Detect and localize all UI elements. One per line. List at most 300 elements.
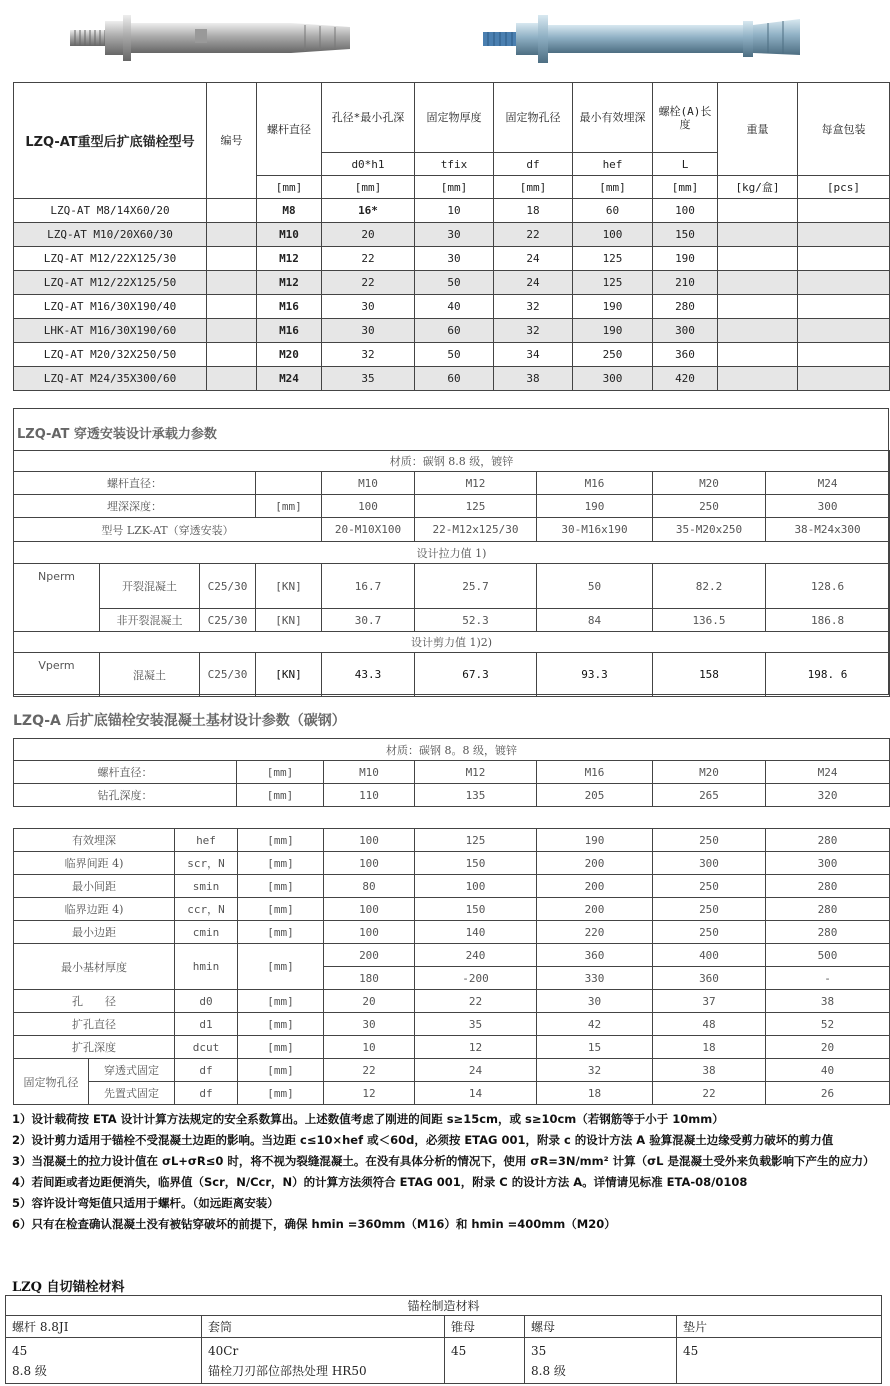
hef-cell: 190 xyxy=(573,319,653,343)
table-row xyxy=(14,271,890,295)
df-cell: 22 xyxy=(494,223,573,247)
drill-cell: 320 xyxy=(766,784,890,807)
load-capacity-title: LZQ-AT 穿透安装设计承载力参数 xyxy=(17,427,217,442)
value-cell: 125 xyxy=(415,829,537,852)
table-row xyxy=(14,898,890,921)
embed-cell: 190 xyxy=(537,495,653,518)
unit-cell: [mm] xyxy=(237,784,324,807)
material-value: 8.8 级 xyxy=(531,1364,566,1378)
table-row xyxy=(14,223,890,247)
anchor-bolt-image-right xyxy=(478,5,808,73)
pack-cell xyxy=(798,295,890,319)
embed-cell: 300 xyxy=(766,495,890,518)
sym-fix: tfix xyxy=(415,153,494,176)
model-label: 型号 LZK-AT（穿透安装） xyxy=(14,518,322,542)
value-cell: 500 xyxy=(766,944,890,967)
unit-bolt: [mm] xyxy=(257,176,322,199)
col-length: 螺栓(A)长度 xyxy=(653,83,718,153)
param-label: 孔 径 xyxy=(14,990,175,1013)
material-note: 材质：碳钢 8。8 级，镀锌 xyxy=(14,739,890,761)
hef-cell: 100 xyxy=(573,223,653,247)
value-cell: 48 xyxy=(653,1013,766,1036)
value-cell: 300 xyxy=(653,852,766,875)
length-cell: 280 xyxy=(653,295,718,319)
value-cell: 140 xyxy=(415,921,537,944)
anchor-bolt-image-left xyxy=(65,5,365,73)
df-cell: 32 xyxy=(494,319,573,343)
unit-cell: [mm] xyxy=(238,898,324,921)
value-cell: 43.3 xyxy=(322,653,415,697)
value-cell: 250 xyxy=(653,921,766,944)
anchor-model-table xyxy=(13,82,890,391)
bolt-cell: M10 xyxy=(322,472,415,495)
table-row xyxy=(14,319,890,343)
weight-cell xyxy=(718,223,798,247)
material-value: 45 xyxy=(12,1344,28,1358)
vperm-label: Vperm xyxy=(14,653,100,697)
value-cell: 250 xyxy=(653,898,766,921)
value-cell: 240 xyxy=(415,944,537,967)
unit-cell: [mm] xyxy=(238,1082,324,1105)
value-cell: 93.3 xyxy=(537,653,653,697)
table-row xyxy=(14,944,890,967)
df-cell: 34 xyxy=(494,343,573,367)
unit-pack: [pcs] xyxy=(798,176,890,199)
hole-cell: 16* xyxy=(322,199,415,223)
table-row xyxy=(14,829,890,852)
value-cell: 12 xyxy=(415,1036,537,1059)
model-cell: LZQ-AT M12/22X125/50 xyxy=(14,271,207,295)
value-cell: 38 xyxy=(653,1059,766,1082)
weight-cell xyxy=(718,247,798,271)
model-cell: LZQ-AT M8/14X60/20 xyxy=(14,199,207,223)
param-symbol: ccr，N xyxy=(175,898,238,921)
note-4: 4）若间距或者边距便消失，临界值（Scr，N/Ccr，N）的计算方法须符合 ETAG 001，附录 C 的设计方法 A。详情请见标准 ETA-08/0108 xyxy=(12,1175,748,1189)
fix-cell: 30 xyxy=(415,247,494,271)
value-cell: 35 xyxy=(415,1013,537,1036)
code-cell xyxy=(207,223,257,247)
fix-cell: 60 xyxy=(415,367,494,391)
table-row xyxy=(14,1082,890,1105)
pack-cell xyxy=(798,247,890,271)
shear-title: 设计剪力值 1)2) xyxy=(14,632,890,653)
col-bolt-diameter: 螺杆直径 xyxy=(257,83,322,176)
code-cell xyxy=(207,271,257,295)
value-cell: 300 xyxy=(766,852,890,875)
value-cell: 100 xyxy=(324,829,415,852)
hole-cell: 30 xyxy=(322,295,415,319)
hef-cell: 125 xyxy=(573,247,653,271)
col-min-embed: 最小有效埋深 xyxy=(573,83,653,153)
unit-embed: [mm] xyxy=(573,176,653,199)
col-fix-hole: 固定物孔径 xyxy=(494,83,573,153)
code-cell xyxy=(207,295,257,319)
model-cell: LZQ-AT M20/32X250/50 xyxy=(14,343,207,367)
value-cell: 22 xyxy=(653,1082,766,1105)
model-cell: 30-M16x190 xyxy=(537,518,653,542)
materials-table xyxy=(5,1295,882,1384)
df-cell: 32 xyxy=(494,295,573,319)
table-row xyxy=(14,1013,890,1036)
sym-fixhole: df xyxy=(494,153,573,176)
model-cell: LZQ-AT M16/30X190/40 xyxy=(14,295,207,319)
unit-hole: [mm] xyxy=(322,176,415,199)
value-cell: 18 xyxy=(537,1082,653,1105)
value-cell: - xyxy=(766,967,890,990)
length-cell: 150 xyxy=(653,223,718,247)
unit-length: [mm] xyxy=(653,176,718,199)
hole-cell: 30 xyxy=(322,319,415,343)
param-symbol: df xyxy=(175,1082,238,1105)
code-cell xyxy=(207,247,257,271)
unit-cell: [mm] xyxy=(238,1059,324,1082)
embed-cell: 125 xyxy=(415,495,537,518)
cracked-label: 开裂混凝土 xyxy=(100,564,200,609)
value-cell: -200 xyxy=(415,967,537,990)
drill-cell: 110 xyxy=(324,784,415,807)
sym-length: L xyxy=(653,153,718,176)
note-1: 1）设计载荷按 ETA 设计计算方法规定的安全系数算出。上述数值考虑了刚进的间距 s≥15cm，或 s≥10cm（若钢筋等于小于 10mm） xyxy=(12,1112,724,1126)
length-cell: 420 xyxy=(653,367,718,391)
value-cell: 20 xyxy=(766,1036,890,1059)
bolt-cell: M24 xyxy=(766,472,890,495)
weight-cell xyxy=(718,295,798,319)
param-symbol: smin xyxy=(175,875,238,898)
code-cell xyxy=(207,199,257,223)
bolt-cell: M12 xyxy=(415,472,537,495)
value-cell: 30.7 xyxy=(322,609,415,632)
value-cell: 42 xyxy=(537,1013,653,1036)
hole-cell: 32 xyxy=(322,343,415,367)
table-row xyxy=(14,852,890,875)
param-label: 固定物孔径 xyxy=(14,1059,89,1105)
hef-cell: 250 xyxy=(573,343,653,367)
material-col: 套筒 xyxy=(202,1316,445,1338)
material-cell xyxy=(6,1338,202,1384)
concrete-label: 混凝土 xyxy=(100,653,200,697)
df-cell: 24 xyxy=(494,247,573,271)
bolt-diameter-label: 螺杆直径： xyxy=(14,761,237,784)
param-label: 最小间距 xyxy=(14,875,175,898)
param-symbol: scr，N xyxy=(175,852,238,875)
drill-cell: 265 xyxy=(653,784,766,807)
value-cell: 250 xyxy=(653,875,766,898)
param-symbol: d1 xyxy=(175,1013,238,1036)
value-cell: 30 xyxy=(324,1013,415,1036)
unit-cell: [KN] xyxy=(256,609,322,632)
nperm-label: Nperm xyxy=(14,564,100,632)
value-cell: 400 xyxy=(653,944,766,967)
value-cell: 67.3 xyxy=(415,653,537,697)
bolt-cell: M16 xyxy=(257,295,322,319)
value-cell: 190 xyxy=(537,829,653,852)
length-cell: 190 xyxy=(653,247,718,271)
value-cell: 220 xyxy=(537,921,653,944)
material-col: 螺母 xyxy=(525,1316,677,1338)
note-2: 2）设计剪力适用于锚栓不受混凝土边距的影响。当边距 c≤10×hef 或＜60d，必须按 ETAG 001，附录 c 的设计方法 A 验算混凝土边缘受剪力破坏的剪力值 xyxy=(12,1133,834,1147)
pack-cell xyxy=(798,343,890,367)
weight-cell xyxy=(718,199,798,223)
param-label: 扩孔深度 xyxy=(14,1036,175,1059)
tension-title: 设计拉力值 1) xyxy=(14,542,890,564)
value-cell: 22 xyxy=(324,1059,415,1082)
grade-cell: C25/30 xyxy=(200,564,256,609)
model-cell: LZQ-AT M12/22X125/30 xyxy=(14,247,207,271)
grade-cell: C25/30 xyxy=(200,609,256,632)
value-cell: 280 xyxy=(766,921,890,944)
value-cell: 16.7 xyxy=(322,564,415,609)
value-cell: 12 xyxy=(324,1082,415,1105)
value-cell: 20 xyxy=(324,990,415,1013)
length-cell: 360 xyxy=(653,343,718,367)
hef-cell: 125 xyxy=(573,271,653,295)
unit-cell: [mm] xyxy=(238,852,324,875)
table-row xyxy=(14,875,890,898)
bolt-diameter-label: 螺杆直径： xyxy=(14,472,256,495)
model-cell: LZQ-AT M24/35X300/60 xyxy=(14,367,207,391)
value-cell: 200 xyxy=(537,875,653,898)
param-symbol: hef xyxy=(175,829,238,852)
pre-fix-label: 先置式固定 xyxy=(89,1082,175,1105)
value-cell: 24 xyxy=(415,1059,537,1082)
bolt-cell: M20 xyxy=(653,761,766,784)
bolt-cell: M24 xyxy=(766,761,890,784)
value-cell: 200 xyxy=(537,852,653,875)
value-cell: 10 xyxy=(324,1036,415,1059)
note-5: 5）容许设计弯矩值只适用于螺杆。（如远距离安装） xyxy=(12,1196,279,1210)
unit-fix: [mm] xyxy=(415,176,494,199)
value-cell: 136.5 xyxy=(653,609,766,632)
code-cell xyxy=(207,343,257,367)
unit-cell: [KN] xyxy=(256,653,322,697)
drill-depth-label: 钻孔深度： xyxy=(14,784,237,807)
load-capacity-table xyxy=(13,450,890,697)
value-cell: 100 xyxy=(324,898,415,921)
param-symbol: df xyxy=(175,1059,238,1082)
material-value: 45 xyxy=(683,1344,699,1358)
bolt-cell: M12 xyxy=(257,247,322,271)
material-col: 锥母 xyxy=(445,1316,525,1338)
note-6: 6）只有在检查确认混凝土没有被钻穿破坏的前提下，确保 hmin =360mm（M16）和 hmin =400mm（M20） xyxy=(12,1217,616,1231)
unit-cell: [KN] xyxy=(256,564,322,609)
table-row xyxy=(14,1059,890,1082)
code-cell xyxy=(207,367,257,391)
value-cell: 280 xyxy=(766,875,890,898)
materials-header: 锚栓制造材料 xyxy=(6,1296,882,1316)
value-cell: 200 xyxy=(537,898,653,921)
sym-hole: d0*h1 xyxy=(322,153,415,176)
value-cell: 52 xyxy=(766,1013,890,1036)
fix-cell: 50 xyxy=(415,343,494,367)
hef-cell: 60 xyxy=(573,199,653,223)
material-cell xyxy=(202,1338,445,1384)
embed-cell: 100 xyxy=(322,495,415,518)
fix-cell: 30 xyxy=(415,223,494,247)
empty-cell xyxy=(256,472,322,495)
value-cell: 30 xyxy=(537,990,653,1013)
base-material-title: LZQ-A 后扩底锚栓安装混凝土基材设计参数（碳钢） xyxy=(13,713,346,729)
bolt-cell: M12 xyxy=(415,761,537,784)
value-cell: 22 xyxy=(415,990,537,1013)
unit-cell: [mm] xyxy=(238,875,324,898)
length-cell: 300 xyxy=(653,319,718,343)
value-cell: 200 xyxy=(324,944,415,967)
notes-block xyxy=(12,1109,882,1235)
bolt-cell: M8 xyxy=(257,199,322,223)
table-row xyxy=(14,295,890,319)
col-code: 编号 xyxy=(207,83,257,199)
table-row xyxy=(14,247,890,271)
length-cell: 100 xyxy=(653,199,718,223)
col-fix-thickness: 固定物厚度 xyxy=(415,83,494,153)
hole-cell: 20 xyxy=(322,223,415,247)
pack-cell xyxy=(798,319,890,343)
model-cell: 22-M12x125/30 xyxy=(415,518,537,542)
param-symbol: dcut xyxy=(175,1036,238,1059)
length-cell: 210 xyxy=(653,271,718,295)
value-cell: 50 xyxy=(537,564,653,609)
model-cell: 35-M20x250 xyxy=(653,518,766,542)
unit-weight: [kg/盒] xyxy=(718,176,798,199)
value-cell: 52.3 xyxy=(415,609,537,632)
weight-cell xyxy=(718,367,798,391)
value-cell: 128.6 xyxy=(766,564,890,609)
col-weight: 重量 xyxy=(718,83,798,176)
value-cell: 100 xyxy=(324,921,415,944)
value-cell: 84 xyxy=(537,609,653,632)
table-row xyxy=(14,990,890,1013)
pack-cell xyxy=(798,271,890,295)
table-row xyxy=(14,199,890,223)
fix-cell: 40 xyxy=(415,295,494,319)
df-cell: 24 xyxy=(494,271,573,295)
bolt-cell: M16 xyxy=(537,761,653,784)
param-label: 最小边距 xyxy=(14,921,175,944)
model-cell: 20-M10X100 xyxy=(322,518,415,542)
through-fix-label: 穿透式固定 xyxy=(89,1059,175,1082)
material-col: 螺杆 8.8JI xyxy=(6,1316,202,1338)
value-cell: 100 xyxy=(415,875,537,898)
uncracked-label: 非开裂混凝土 xyxy=(100,609,200,632)
unit-cell: [mm] xyxy=(238,829,324,852)
param-label: 扩孔直径 xyxy=(14,1013,175,1036)
unit-cell: [mm] xyxy=(238,1013,324,1036)
table-row xyxy=(14,367,890,391)
note-3: 3）当混凝土的拉力设计值在 σL+σR≤0 时，将不视为裂缝混凝土。在没有具体分析的情况下，使用 σR=3N/mm² 计算（σL 是混凝土受外来负载影响下产生的应力） xyxy=(12,1154,875,1168)
sym-embed: hef xyxy=(573,153,653,176)
bolt-cell: M10 xyxy=(324,761,415,784)
col-hole: 孔径*最小孔深 xyxy=(322,83,415,153)
value-cell: 37 xyxy=(653,990,766,1013)
value-cell: 82.2 xyxy=(653,564,766,609)
value-cell: 330 xyxy=(537,967,653,990)
bolt-cell: M24 xyxy=(257,367,322,391)
col-pack: 每盒包装 xyxy=(798,83,890,176)
embed-cell: 250 xyxy=(653,495,766,518)
model-table-title: LZQ-AT重型后扩底锚栓型号 xyxy=(14,83,207,199)
bolt-cell: M16 xyxy=(257,319,322,343)
value-cell: 186.8 xyxy=(766,609,890,632)
param-symbol: hmin xyxy=(175,944,238,990)
material-value: 锚栓刀刃部位部热处理 HR50 xyxy=(208,1364,367,1378)
table-row xyxy=(14,343,890,367)
value-cell: 150 xyxy=(415,852,537,875)
fix-cell: 10 xyxy=(415,199,494,223)
model-cell: 38-M24x300 xyxy=(766,518,890,542)
param-label: 临界边距 4) xyxy=(14,898,175,921)
value-cell: 100 xyxy=(324,852,415,875)
unit-cell: [mm] xyxy=(238,921,324,944)
value-cell: 80 xyxy=(324,875,415,898)
base-material-table xyxy=(13,738,890,807)
unit-cell: [mm] xyxy=(238,1036,324,1059)
fix-cell: 50 xyxy=(415,271,494,295)
value-cell: 25.7 xyxy=(415,564,537,609)
param-label: 最小基材厚度 xyxy=(14,944,175,990)
value-cell: 40 xyxy=(766,1059,890,1082)
parameter-table xyxy=(13,828,890,1105)
value-cell: 360 xyxy=(653,967,766,990)
material-note: 材质：碳钢 8.8 级，镀锌 xyxy=(14,451,890,472)
bolt-cell: M20 xyxy=(257,343,322,367)
value-cell: 26 xyxy=(766,1082,890,1105)
pack-cell xyxy=(798,367,890,391)
hole-cell: 22 xyxy=(322,271,415,295)
param-symbol: cmin xyxy=(175,921,238,944)
unit-cell: [mm] xyxy=(237,761,324,784)
material-value: 45 xyxy=(451,1344,467,1358)
value-cell: 38 xyxy=(766,990,890,1013)
material-cell xyxy=(445,1338,525,1384)
value-cell: 158 xyxy=(653,653,766,697)
pack-cell xyxy=(798,199,890,223)
value-cell: 360 xyxy=(537,944,653,967)
df-cell: 18 xyxy=(494,199,573,223)
bolt-cell: M12 xyxy=(257,271,322,295)
weight-cell xyxy=(718,319,798,343)
table-row xyxy=(14,1036,890,1059)
value-cell: 150 xyxy=(415,898,537,921)
bolt-cell: M16 xyxy=(537,472,653,495)
unit-fixhole: [mm] xyxy=(494,176,573,199)
material-value: 8.8 级 xyxy=(12,1364,47,1378)
hole-cell: 22 xyxy=(322,247,415,271)
param-label: 临界间距 4) xyxy=(14,852,175,875)
hef-cell: 190 xyxy=(573,295,653,319)
value-cell: 14 xyxy=(415,1082,537,1105)
bolt-cell: M10 xyxy=(257,223,322,247)
value-cell: 18 xyxy=(653,1036,766,1059)
bolt-cell: M20 xyxy=(653,472,766,495)
value-cell: 280 xyxy=(766,829,890,852)
value-cell: 198. 6 xyxy=(766,653,890,697)
unit-cell: [mm] xyxy=(256,495,322,518)
value-cell: 15 xyxy=(537,1036,653,1059)
hef-cell: 300 xyxy=(573,367,653,391)
value-cell: 250 xyxy=(653,829,766,852)
value-cell: 180 xyxy=(324,967,415,990)
unit-cell: [mm] xyxy=(238,944,324,990)
model-cell: LZQ-AT M10/20X60/30 xyxy=(14,223,207,247)
embed-depth-label: 埋深深度： xyxy=(14,495,256,518)
model-cell: LHK-AT M16/30X190/60 xyxy=(14,319,207,343)
weight-cell xyxy=(718,271,798,295)
material-value: 35 xyxy=(531,1344,547,1358)
value-cell: 280 xyxy=(766,898,890,921)
code-cell xyxy=(207,319,257,343)
pack-cell xyxy=(798,223,890,247)
hole-cell: 35 xyxy=(322,367,415,391)
